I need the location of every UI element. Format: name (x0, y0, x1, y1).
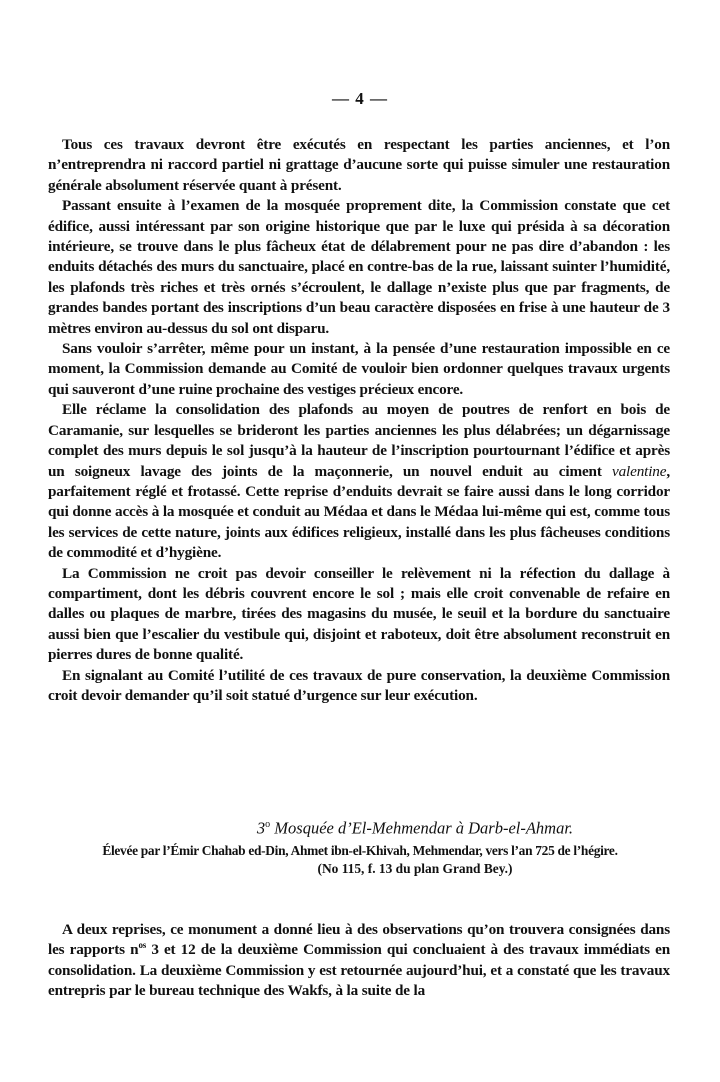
paragraph-text: Elle réclame la consolidation des plafonds au moyen de poutres de renfort en bois de Caramanie, sur lesquelles se brideront les parties anciennes les plus délabrées; un dégarnissage complet des murs depuis le sol jusqu’à la hauteur de l’inscription pourtournant l’édifice et après un soigneux lavage des joints de la maçonnerie, un nouvel enduit au ciment (48, 401, 670, 480)
section-number: 3 (256, 818, 266, 838)
page-number: — 4 — (332, 89, 388, 108)
paragraph-text: A deux reprises, ce monument a donné lieu à des observations qu’on trouvera consignées dans les rapports n (48, 921, 670, 959)
section-title-text: Mosquée d’El-Mehmendar à Darb-el-Ahmar. (270, 818, 574, 838)
paragraph: Sans vouloir s’arrêter, même pour un instant, à la pensée d’une restauration impossible en ce moment, la Commission demande au Comité de vouloir bien ordonner quelques travaux urgents qui sauveront d’une ruine prochaine des vestiges précieux encore. (48, 340, 670, 398)
paragraph: Tous ces travaux devront être exécutés en respectant les parties anciennes, et l’on n’entreprendra ni raccord partiel ni grattage d’aucune sorte qui puisse simuler une restauration générale absolument réservée quant à présent. (48, 136, 670, 194)
paragraph-text: 3 et 12 de la deuxième Commission qui concluaient à des travaux immédiats en consolidation. La deuxième Commission y est retournée aujourd’hui, et a constaté que les travaux entrepris par le bureau technique des Wakfs, à la suite de la (48, 941, 670, 1000)
section-number-suffix: o (265, 819, 271, 830)
paragraph: En signalant au Comité l’utilité de ces travaux de pure conservation, la deuxième Commission croit devoir demander qu’il soit statué d’urgence sur leur exécution. (48, 666, 670, 704)
italic-term: valentine (612, 462, 667, 480)
paragraph: La Commission ne croit pas devoir conseiller le relèvement ni la réfection du dallage à compartiment, dont les débris couvrent encore le sol ; mais elle croit convenable de refaire en dalles ou plaques de marbre, tirées des magasins du musée, le seuil et la bordure du sanctuaire aussi bien que l’escalier du vestibule qui, disjoint et raboteux, doit être absolument reconstruit en pierres dures de bonne qualité. (48, 564, 670, 664)
section-plan-reference: (No 115, f. 13 du plan Grand Bey.) (317, 860, 513, 876)
section-title (110, 815, 720, 839)
section-subtitle: Élevée par l’Émir Chahab ed-Din, Ahmet ibn-el-Khivah, Mehmendar, vers l’an 725 de l’hégire. (102, 842, 618, 858)
section-heading (0, 815, 720, 878)
second-section-body (48, 920, 670, 1002)
paragraph-with-italic (48, 400, 670, 563)
superscript: os (138, 940, 147, 951)
first-section-body (48, 135, 670, 706)
paragraph (48, 920, 670, 1002)
paragraph-text: , parfaitement réglé et frotassé. Cette reprise d’enduits devrait se faire aussi dans le long corridor qui donne accès à la mosquée et conduit au Médaa et dans le Médaa lui-même qui est, comme tous les services de cette nature, joints aux édifices religieux, installé dans les plus fâcheuses conditions de commodité et d’hygiène. (48, 462, 670, 562)
paragraph: Passant ensuite à l’examen de la mosquée proprement dite, la Commission constate que cet édifice, aussi intéressant par son origine historique que par le luxe qui présida à sa décoration intérieure, se trouve dans le plus fâcheux état de délabrement pour ne pas dire d’abandon : les enduits détachés des murs du sanctuaire, placé en contre-bas de la rue, laissant suinter l’humidité, les plafonds très riches et très ornés s’écroulent, le dallage n’existe plus que par fragments, de grandes bandes portant des inscriptions d’un beau caractère disposées en frise à une hauteur de 3 mètres environ au-dessus du sol ont disparu. (48, 197, 670, 337)
